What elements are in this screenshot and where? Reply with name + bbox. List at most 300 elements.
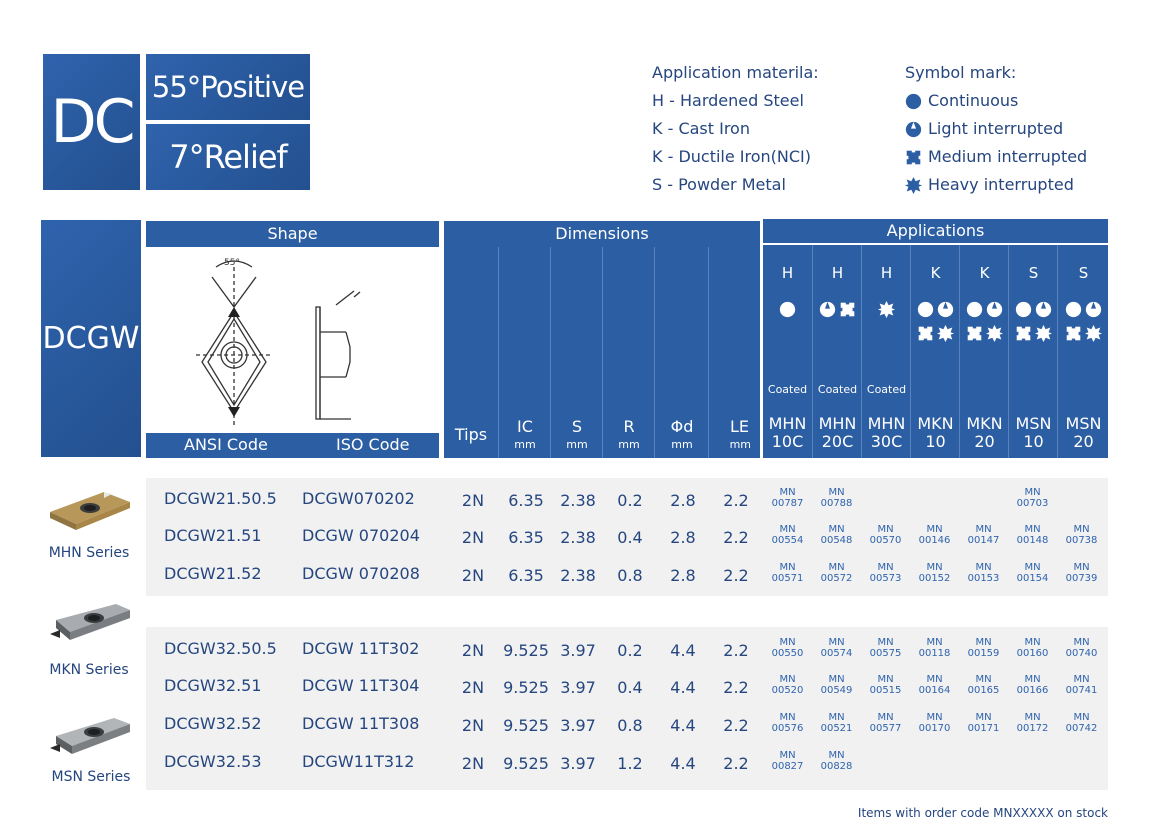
continuous-icon [779,301,796,318]
order-code-prefix: MN [1073,637,1090,648]
grade-material: K [930,264,941,282]
order-code [959,712,1008,734]
order-code [812,487,861,509]
order-code-number: 00521 [820,723,853,734]
tips-value: 2N [461,754,485,773]
tips-value: 2N [461,716,485,735]
order-code-number: 00787 [771,498,804,509]
legend-label: Heavy interrupted [928,175,1074,194]
order-code-number: 00159 [967,648,1000,659]
order-code-prefix: MN [1024,487,1041,498]
shape-header-label: Shape [267,224,318,243]
ic-value: 9.525 [503,678,549,697]
order-code-number: 00573 [869,573,902,584]
s-value: 2.38 [560,491,596,510]
grade-coating: Coated [817,383,858,396]
ansi-code: DCGW32.53 [164,752,262,771]
legend-item: K - Cast Iron [652,119,750,138]
le-value: 2.2 [723,528,749,547]
order-code-number: 00153 [967,573,1000,584]
order-code-number: 00152 [918,573,951,584]
legend-item: S - Powder Metal [652,175,786,194]
grade-suffix: 20 [1073,432,1094,451]
iso-code: DCGW11T312 [302,752,415,771]
order-code [812,750,861,772]
shape-drawing [146,247,439,433]
order-code-number: 00739 [1065,573,1098,584]
series-code-box [43,54,140,190]
order-code [1008,562,1057,584]
order-code-prefix: MN [779,637,796,648]
dimension-columns [444,247,760,458]
order-code-prefix: MN [877,524,894,535]
light-interrupted-icon [986,301,1003,318]
dimensions-header [444,221,760,247]
order-code-number: 00171 [967,723,1000,734]
d-value: 4.4 [670,641,696,660]
grade-suffix: 30C [870,432,903,451]
dimensions-header-label: Dimensions [555,224,649,243]
angle-label: 55°Positive [151,70,305,104]
order-code-number: 00570 [869,535,902,546]
order-code-prefix: MN [779,524,796,535]
order-code-number: 00172 [1016,723,1049,734]
legend-row [905,87,1087,115]
order-code-number: 00571 [771,573,804,584]
code-header [146,433,439,458]
dim-unit: mm [671,438,693,451]
order-code-prefix: MN [1024,637,1041,648]
light-interrupted-icon [819,301,836,318]
order-code-number: 00515 [869,685,902,696]
order-code [1057,562,1106,584]
medium-interrupted-icon [1065,325,1082,342]
order-code-number: 00742 [1065,723,1098,734]
order-code [763,487,812,509]
ansi-code: DCGW32.52 [164,714,262,733]
d-value: 2.8 [670,491,696,510]
order-code-prefix: MN [975,712,992,723]
order-code-prefix: MN [1073,674,1090,685]
light-interrupted-icon [1035,301,1052,318]
order-code-number: 00574 [820,648,853,659]
order-code-prefix: MN [1024,674,1041,685]
grade-suffix: 10 [1023,432,1044,451]
order-code-prefix: MN [926,712,943,723]
r-value: 0.8 [617,566,643,585]
grade-material: K [979,264,990,282]
legend-row [905,171,1087,199]
applications-header-label: Applications [886,221,985,240]
ic-value: 9.525 [503,641,549,660]
s-value: 3.97 [560,716,596,735]
r-value: 0.4 [617,678,643,697]
order-code [959,637,1008,659]
tips-label: Tips [454,425,488,444]
legend-label: Light interrupted [928,119,1064,138]
order-code [861,637,910,659]
order-code [910,712,959,734]
order-code-prefix: MN [926,524,943,535]
order-code [1008,637,1057,659]
grade-material: S [1028,264,1039,282]
order-code [812,637,861,659]
order-code-number: 00154 [1016,573,1049,584]
order-code-prefix: MN [1073,562,1090,573]
r-value: 1.2 [617,754,643,773]
dim-label: IC [517,417,533,436]
order-code-number: 00572 [820,573,853,584]
order-code [812,562,861,584]
order-code [910,637,959,659]
table-row [146,518,1108,556]
ansi-code: DCGW21.50.5 [164,489,277,508]
table-row [146,631,1108,669]
iso-code: DCGW070202 [302,489,415,508]
legend-item: H - Hardened Steel [652,91,804,110]
medium-interrupted-icon [917,325,934,342]
tips-value: 2N [461,491,485,510]
relief-label: 7°Relief [169,138,287,176]
grade-column-msn20 [1057,245,1109,458]
order-code-number: 00550 [771,648,804,659]
order-code [1008,674,1057,696]
order-code-number: 00118 [918,648,951,659]
mkn-series-label: MKN Series [49,662,129,678]
order-code-number: 00575 [869,648,902,659]
heavy-interrupted-icon [1035,325,1052,342]
order-code-prefix: MN [828,750,845,761]
insert-diagram [146,247,439,433]
continuous-icon [1015,301,1032,318]
order-code-number: 00703 [1016,498,1049,509]
order-code [1057,524,1106,546]
s-value: 2.38 [560,566,596,585]
order-code [812,674,861,696]
order-code [763,562,812,584]
tips-value: 2N [461,678,485,697]
mhn-series-label: MHN Series [48,545,130,561]
heavy-interrupted-icon [905,177,922,194]
tips-column-header [444,247,498,458]
ic-value: 9.525 [503,754,549,773]
order-code [1057,637,1106,659]
le-value: 2.2 [723,491,749,510]
dim-unit: mm [514,438,536,451]
grade-column-msn10 [1008,245,1058,458]
light-interrupted-icon [905,121,922,138]
d-value: 2.8 [670,528,696,547]
order-code [861,524,910,546]
order-code-number: 00828 [820,761,853,772]
heavy-interrupted-icon [1085,325,1102,342]
order-code-number: 00741 [1065,685,1098,696]
order-code-prefix: MN [877,674,894,685]
order-code [959,674,1008,696]
shape-angle-label: 55° [224,258,240,268]
legend-row [905,115,1087,143]
mhn-insert-image [46,484,132,538]
order-code-prefix: MN [779,487,796,498]
family-box [41,220,141,457]
ic-column-header [498,247,551,458]
order-code-number: 00549 [820,685,853,696]
mkn-insert-image [46,600,132,654]
legend-label: Medium interrupted [928,147,1088,166]
order-code [959,562,1008,584]
order-code-number: 00170 [918,723,951,734]
continuous-icon [917,301,934,318]
ic-value: 6.35 [508,566,544,585]
order-code [763,674,812,696]
tips-value: 2N [461,528,485,547]
grade-coating: Coated [866,383,907,396]
continuous-icon [905,93,922,110]
order-code-prefix: MN [828,674,845,685]
le-value: 2.2 [723,566,749,585]
grade-column-mhn10c [763,245,812,458]
continuous-icon [1065,301,1082,318]
order-code [1008,712,1057,734]
order-code-number: 00576 [771,723,804,734]
order-code-number: 00165 [967,685,1000,696]
heavy-interrupted-icon [878,301,895,318]
order-code-prefix: MN [1073,524,1090,535]
tips-value: 2N [461,566,485,585]
order-code-number: 00148 [1016,535,1049,546]
grade-name: MSN [1065,414,1102,433]
heavy-interrupted-icon [937,325,954,342]
order-code-number: 00520 [771,685,804,696]
dim-label: R [623,417,635,436]
grade-name: MKN [917,414,954,433]
d-value: 2.8 [670,566,696,585]
order-code-number: 00788 [820,498,853,509]
grade-suffix: 10 [925,432,946,451]
le-column-header [708,247,761,458]
grade-suffix: 20 [974,432,995,451]
grade-name: MSN [1015,414,1052,433]
order-code-number: 00146 [918,535,951,546]
medium-interrupted-icon [966,325,983,342]
d-value: 4.4 [670,678,696,697]
grade-name: MHN [768,414,807,433]
order-code [1008,524,1057,546]
heavy-interrupted-icon [986,325,1003,342]
order-code [910,674,959,696]
order-code-prefix: MN [779,562,796,573]
iso-code-header: ISO Code [336,435,410,454]
order-code [861,674,910,696]
order-code-prefix: MN [1024,712,1041,723]
table-row [146,668,1108,706]
dim-label: Φd [670,417,694,436]
order-code-prefix: MN [779,750,796,761]
order-code [861,712,910,734]
grade-name: MHN [818,414,857,433]
iso-code: DCGW 11T302 [302,639,420,658]
iso-code: DCGW 070208 [302,564,420,583]
order-code-prefix: MN [1024,562,1041,573]
light-interrupted-icon [937,301,954,318]
le-value: 2.2 [723,716,749,735]
medium-interrupted-icon [905,149,922,166]
order-code-prefix: MN [1073,712,1090,723]
d-value: 4.4 [670,754,696,773]
d-value: 4.4 [670,716,696,735]
order-code-prefix: MN [828,524,845,535]
order-code [910,562,959,584]
order-code-number: 00166 [1016,685,1049,696]
dim-label: LE [729,417,749,436]
iso-code: DCGW 11T308 [302,714,420,733]
ansi-code: DCGW32.51 [164,676,262,695]
iso-code: DCGW 070204 [302,526,420,545]
order-code [910,524,959,546]
grade-column-mkn20 [959,245,1009,458]
application-legend [652,59,819,199]
r-value: 0.2 [617,641,643,660]
le-value: 2.2 [723,641,749,660]
grade-columns [763,245,1108,458]
le-value: 2.2 [723,754,749,773]
table-row [146,744,1108,782]
light-interrupted-icon [1085,301,1102,318]
symbol-legend-heading: Symbol mark: [905,63,1017,82]
order-code-prefix: MN [975,562,992,573]
order-code [861,562,910,584]
ansi-code: DCGW21.52 [164,564,262,583]
order-code-number: 00740 [1065,648,1098,659]
grade-material: H [781,264,794,282]
order-code-prefix: MN [975,674,992,685]
d-column-header [654,247,709,458]
ansi-code: DCGW21.51 [164,526,262,545]
series-code: DC [50,87,133,157]
medium-interrupted-icon [839,301,856,318]
grade-material: H [831,264,844,282]
iso-code: DCGW 11T304 [302,676,420,695]
order-code-number: 00554 [771,535,804,546]
order-code [959,524,1008,546]
r-value: 0.4 [617,528,643,547]
order-code-prefix: MN [877,562,894,573]
s-value: 2.38 [560,528,596,547]
order-code-prefix: MN [877,637,894,648]
r-value: 0.2 [617,491,643,510]
shape-header [146,221,439,247]
dim-unit: mm [729,438,751,451]
table-row [146,556,1108,594]
medium-interrupted-icon [1015,325,1032,342]
dim-unit: mm [566,438,588,451]
application-legend-heading: Application materila: [652,63,819,82]
order-code [763,750,812,772]
order-code-prefix: MN [828,712,845,723]
ansi-code: DCGW32.50.5 [164,639,277,658]
legend-row [905,143,1087,171]
ic-value: 6.35 [508,528,544,547]
order-code-number: 00577 [869,723,902,734]
order-code-prefix: MN [926,562,943,573]
continuous-icon [966,301,983,318]
grade-coating: Coated [767,383,808,396]
grade-suffix: 20C [821,432,854,451]
order-code-prefix: MN [926,637,943,648]
grade-suffix: 10C [771,432,804,451]
order-code-prefix: MN [779,712,796,723]
grade-material: S [1078,264,1089,282]
r-value: 0.8 [617,716,643,735]
order-code-prefix: MN [828,487,845,498]
grade-material: H [880,264,893,282]
ic-value: 9.525 [503,716,549,735]
grade-column-mkn10 [910,245,960,458]
angle-box [146,54,310,120]
order-code-prefix: MN [877,712,894,723]
order-code [1057,674,1106,696]
ic-value: 6.35 [508,491,544,510]
tips-value: 2N [461,641,485,660]
order-code-prefix: MN [779,674,796,685]
legend-label: Continuous [928,91,1019,110]
order-code [1057,712,1106,734]
table-row [146,706,1108,744]
grade-column-mhn30c [861,245,911,458]
table-row [146,481,1108,519]
s-value: 3.97 [560,678,596,697]
symbol-legend [905,59,1087,199]
order-code-number: 00548 [820,535,853,546]
order-code-prefix: MN [975,637,992,648]
stock-note: Items with order code MNXXXXX on stock [857,806,1108,820]
s-value: 3.97 [560,754,596,773]
order-code [763,524,812,546]
order-code [1008,487,1057,509]
order-code [812,524,861,546]
applications-header [763,219,1108,243]
order-code-number: 00147 [967,535,1000,546]
relief-box [146,124,310,190]
order-code-number: 00164 [918,685,951,696]
order-code [763,712,812,734]
order-code-number: 00827 [771,761,804,772]
order-code [763,637,812,659]
order-code-number: 00738 [1065,535,1098,546]
s-value: 3.97 [560,641,596,660]
msn-insert-image [46,712,132,766]
msn-series-label: MSN Series [51,769,131,785]
family-label: DCGW [42,321,140,356]
r-column-header [602,247,655,458]
order-code-prefix: MN [828,562,845,573]
order-code-prefix: MN [926,674,943,685]
grade-name: MKN [966,414,1003,433]
le-value: 2.2 [723,678,749,697]
order-code-prefix: MN [1024,524,1041,535]
order-code-prefix: MN [828,637,845,648]
grade-column-mhn20c [812,245,862,458]
s-column-header [550,247,603,458]
order-code [812,712,861,734]
grade-name: MHN [867,414,906,433]
legend-item: K - Ductile Iron(NCI) [652,147,812,166]
ansi-code-header: ANSI Code [184,435,268,454]
dim-label: S [571,417,583,436]
order-code-prefix: MN [975,524,992,535]
order-code-number: 00160 [1016,648,1049,659]
dim-unit: mm [618,438,640,451]
